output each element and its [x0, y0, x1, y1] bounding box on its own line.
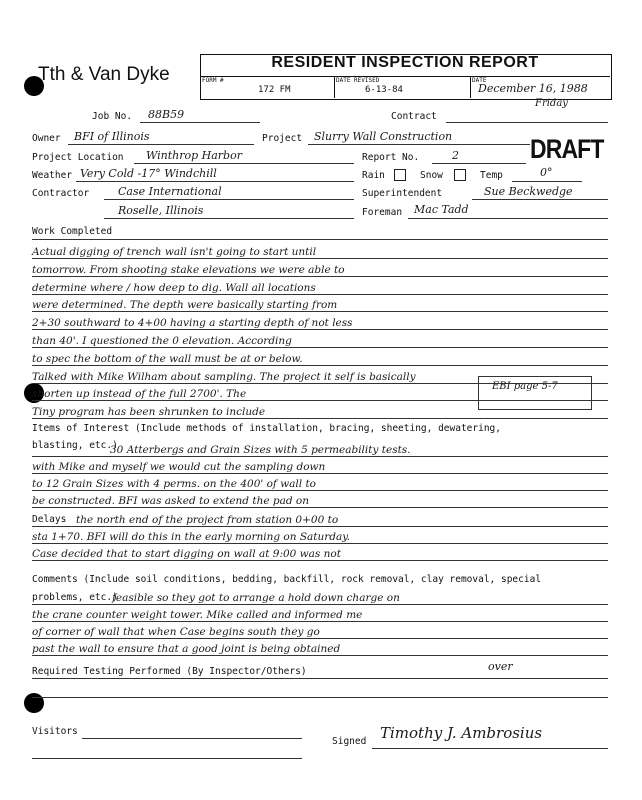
comments-rule	[32, 604, 608, 605]
items-of-interest-line: to 12 Grain Sizes with 4 perms. on the 400' of wall to	[32, 478, 316, 490]
visitors-rule-1	[82, 738, 302, 739]
snow-checkbox[interactable]	[454, 169, 466, 181]
delays-label: Delays	[32, 514, 67, 525]
report-no-line	[432, 163, 526, 164]
work-completed-rule	[32, 311, 608, 312]
project-value: Slurry Wall Construction	[314, 130, 453, 143]
superintendent-line	[472, 199, 608, 200]
project-label: Project	[262, 133, 303, 144]
temp-value: 0°	[540, 166, 553, 179]
work-completed-line: to spec the bottom of the wall must be at or below.	[32, 352, 303, 365]
contractor-line1: Case International	[118, 185, 222, 198]
signed-label: Signed	[332, 736, 367, 747]
items-of-interest-rule	[32, 507, 608, 508]
header-divider-v2	[470, 76, 471, 98]
over-note: over	[488, 660, 513, 673]
owner-line	[68, 144, 254, 145]
work-completed-rule	[32, 347, 608, 348]
work-completed-rule	[32, 258, 608, 259]
work-completed-label: Work Completed	[32, 226, 113, 237]
work-completed-rule	[32, 365, 608, 366]
project-line	[308, 144, 530, 145]
job-no-label: Job No.	[92, 111, 133, 122]
items-of-interest-line: be constructed. BFI was asked to extend the pad on	[32, 495, 310, 507]
date-revised-label: DATE REVISED	[336, 77, 380, 84]
note-ref: EBI page 5-7	[492, 381, 558, 392]
draft-stamp: DRAFT	[530, 134, 604, 164]
work-completed-line: 2+30 southward to 4+00 having a starting depth of not less	[32, 317, 353, 330]
testing-rule-1	[32, 678, 608, 679]
delays-rule	[32, 543, 608, 544]
contractor-label: Contractor	[32, 188, 90, 199]
comments-line: of corner of wall that when Case begins south they go	[32, 626, 320, 638]
job-no-value: 88B59	[148, 108, 185, 121]
report-no-label: Report No.	[362, 152, 420, 163]
form-label: FORM #	[202, 77, 224, 84]
weather-value: Very Cold -17° Windchill	[80, 167, 217, 180]
foreman-line	[408, 218, 608, 219]
signature-value: Timothy J. Ambrosius	[380, 724, 543, 742]
items-of-interest-rule	[32, 490, 608, 491]
report-title: RESIDENT INSPECTION REPORT	[271, 54, 539, 71]
work-completed-line: Actual digging of trench wall isn't going to start until	[32, 246, 317, 258]
delays-rule	[32, 526, 608, 527]
items-of-interest-line: with Mike and myself we would cut the sampling down	[32, 461, 326, 473]
contractor-line1-rule	[104, 199, 354, 200]
day-value: Friday	[535, 98, 568, 109]
work-completed-line: determine where / how deep to dig. Wall all locations	[32, 281, 316, 294]
items-of-interest-label: Items of Interest (Include methods of installation, bracing, sheeting, dewatering,	[32, 423, 501, 434]
contract-label: Contract	[391, 111, 437, 122]
testing-rule-2	[32, 697, 608, 698]
work-completed-rule	[32, 418, 608, 419]
superintendent-value: Sue Beckwedge	[484, 185, 573, 198]
comments-label: Comments (Include soil conditions, bedding, backfill, rock removal, clay removal, special	[32, 574, 542, 585]
items-of-interest-rule	[32, 473, 608, 474]
comments-line: feasible so they got to arrange a hold down charge on	[112, 592, 400, 604]
weather-line	[76, 181, 354, 182]
superintendent-label: Superintendent	[362, 188, 443, 199]
visitors-label: Visitors	[32, 726, 78, 737]
project-location-label: Project Location	[32, 152, 124, 163]
work-completed-rule	[32, 276, 608, 277]
work-completed-line: tomorrow. From shooting stake elevations we were able to	[32, 263, 345, 276]
weather-label: Weather	[32, 170, 73, 181]
date-label: DATE	[472, 77, 487, 84]
comments-line: the crane counter weight tower. Mike called and informed me	[32, 609, 363, 621]
delays-line: sta 1+70. BFI will do this in the early morning on Saturday.	[32, 531, 351, 543]
project-location-value: Winthrop Harbor	[146, 149, 242, 162]
delays-rule	[32, 560, 608, 561]
owner-label: Owner	[32, 133, 61, 144]
items-of-interest-rule	[32, 456, 608, 457]
work-completed-line: Tiny program has been shrunken to include	[32, 406, 266, 419]
rain-checkbox[interactable]	[394, 169, 406, 181]
visitors-rule-2	[32, 758, 302, 759]
contract-line	[446, 122, 608, 123]
snow-label: Snow	[420, 170, 443, 181]
contractor-line2: Roselle, Illinois	[118, 204, 204, 217]
comments-rule	[32, 655, 608, 656]
delays-line: Case decided that to start digging on wall at 9:00 was not	[32, 548, 341, 560]
work-completed-line: than 40'. I questioned the 0 elevation. According	[32, 335, 292, 347]
header-divider-v1	[334, 76, 335, 98]
signature-rule	[372, 748, 608, 749]
comments-label-cont: problems, etc.)	[32, 592, 118, 603]
work-completed-line: shorten up instead of the full 2700'. The	[32, 388, 247, 401]
date-value: December 16, 1988	[478, 82, 588, 95]
delays-line: the north end of the project from station 0+00 to	[76, 514, 339, 526]
binder-hole-bottom	[24, 693, 44, 713]
date-revised-value: 6-13-84	[365, 85, 403, 95]
work-completed-line: were determined. The depth were basically starting from	[32, 299, 338, 312]
form-value: 172 FM	[258, 85, 291, 95]
job-no-line	[140, 122, 260, 123]
comments-rule	[32, 621, 608, 622]
project-location-line	[134, 163, 354, 164]
testing-label: Required Testing Performed (By Inspector/Others)	[32, 666, 307, 677]
header-divider	[200, 76, 610, 77]
items-of-interest-line: 30 Atterbergs and Grain Sizes with 5 permeability tests.	[110, 444, 411, 456]
report-no-value: 2	[452, 149, 459, 162]
foreman-value: Mac Tadd	[414, 203, 469, 216]
comments-line: past the wall to ensure that a good joint is being obtained	[32, 643, 341, 655]
work-completed-rule	[32, 329, 608, 330]
foreman-label: Foreman	[362, 207, 403, 218]
rain-label: Rain	[362, 170, 385, 181]
work-completed-rule-0	[32, 239, 608, 240]
comments-rule	[32, 638, 608, 639]
contractor-line2-rule	[104, 218, 354, 219]
owner-value: BFI of Illinois	[74, 130, 150, 143]
items-of-interest-label-cont: blasting, etc.)	[32, 440, 118, 451]
temp-line	[512, 181, 582, 182]
work-completed-rule	[32, 294, 608, 295]
company-name: Tth & Van Dyke	[38, 64, 170, 85]
work-completed-line: Talked with Mike Wilham about sampling. The project it self is basically	[32, 370, 416, 383]
temp-label: Temp	[480, 170, 503, 181]
